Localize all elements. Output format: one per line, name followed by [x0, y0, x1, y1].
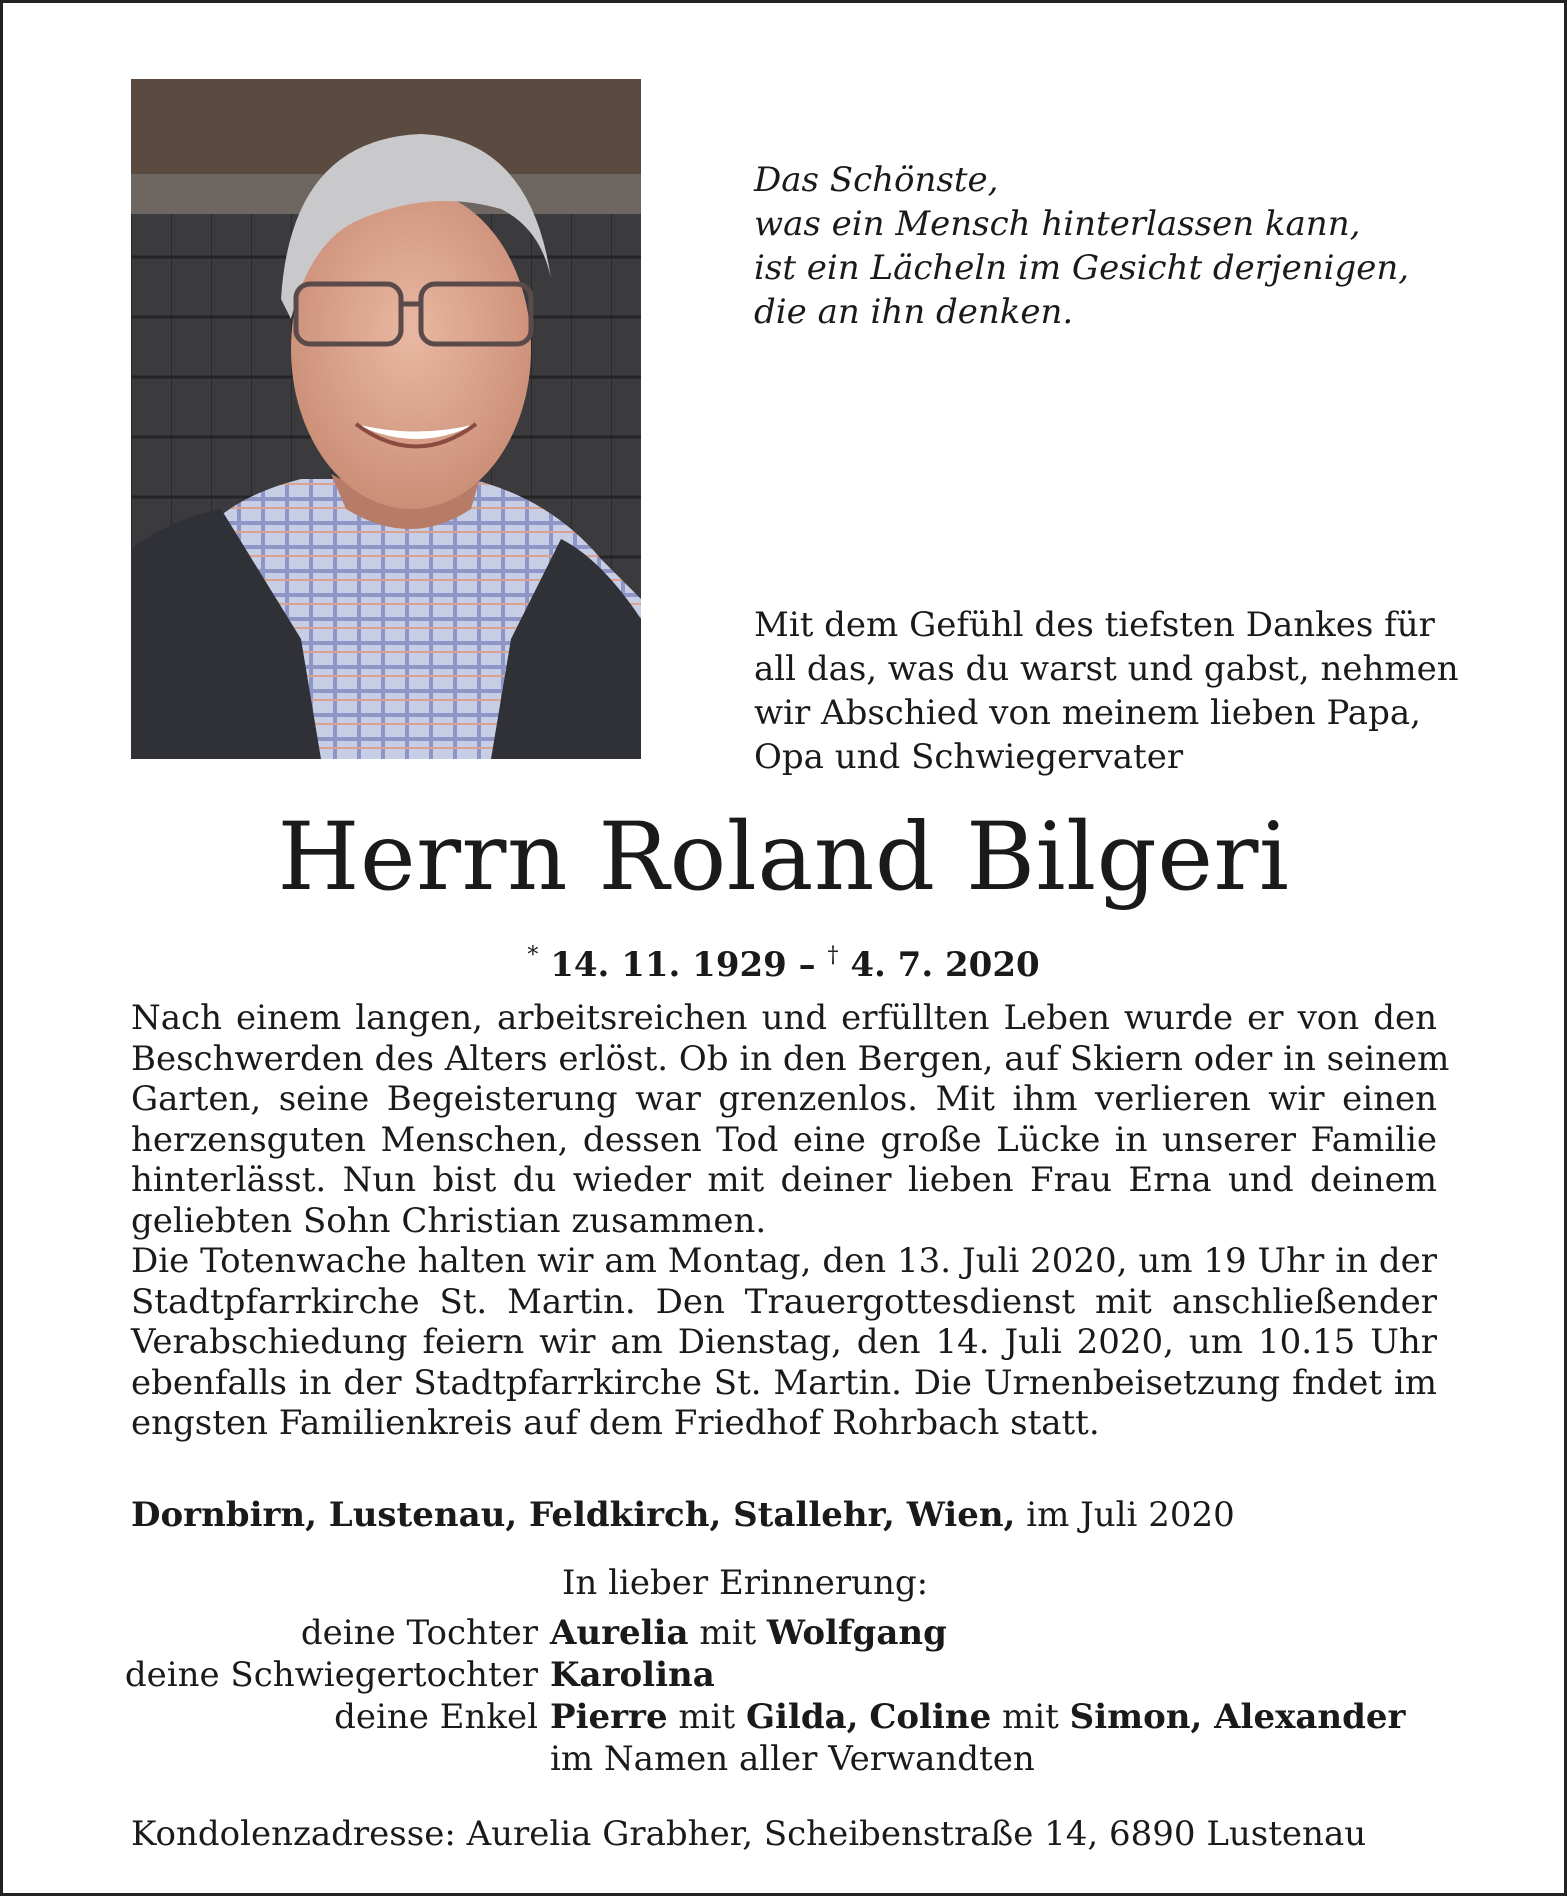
person-name: Gilda, — [745, 1697, 859, 1737]
body-line: Nach einem langen, arbeitsreichen und erfüllten Leben wurde er von den — [131, 998, 1437, 1038]
signature-row — [0, 1738, 1567, 1780]
date-separator: – — [786, 945, 828, 985]
connector: mit — [688, 1613, 767, 1653]
month-year: im Juli 2020 — [1015, 1495, 1235, 1535]
role-label: deine Schwiegertochter — [124, 1655, 538, 1695]
intro-line: wir Abschied von meinem lieben Papa, — [754, 693, 1421, 733]
quote-line: ist ein Lächeln im Gesicht derjenigen, — [754, 248, 1410, 288]
body-line: geliebten Sohn Christian zusammen. — [131, 1200, 767, 1241]
body-line: Verabschiedung feiern wir am Dienstag, den 14. Juli 2020, um 10.15 Uhr — [131, 1322, 1437, 1362]
memorial-quote — [754, 158, 1474, 334]
birth-symbol: * — [527, 943, 539, 968]
body-line: herzensguten Menschen, dessen Tod eine große Lücke in unserer Familie — [131, 1119, 1437, 1160]
memory-heading: In lieber Erinnerung: — [562, 1563, 929, 1603]
role-label: deine Enkel — [334, 1697, 538, 1737]
signature-names — [550, 1612, 1567, 1654]
birth-date: 14. 11. 1929 — [550, 945, 787, 985]
places-list: Dornbirn, Lustenau, Feldkirch, Stallehr, Wien, — [131, 1495, 1016, 1535]
signature-row — [0, 1696, 1567, 1738]
person-name: Wolfgang — [766, 1613, 947, 1653]
portrait-photo — [131, 79, 641, 759]
person-name: Pierre — [550, 1697, 668, 1737]
places-and-date — [131, 1493, 1235, 1537]
signature-names — [550, 1696, 1567, 1738]
body-line: engsten Familienkreis auf dem Friedhof Rohrbach statt. — [131, 1403, 1100, 1443]
intro-line: all das, was du warst und gabst, nehmen — [754, 649, 1459, 689]
condolence-address: Kondolenzadresse: Aurelia Grabher, Scheibenstraße 14, 6890 Lustenau — [131, 1814, 1367, 1854]
person-name: Karolina — [550, 1655, 715, 1695]
connector: mit — [667, 1697, 746, 1737]
relatives-line: im Namen aller Verwandten — [550, 1739, 1035, 1779]
signatures — [0, 1612, 1567, 1780]
person-name: Aurelia — [550, 1613, 689, 1653]
connector: mit — [991, 1697, 1070, 1737]
role-label: deine Tochter — [300, 1613, 538, 1653]
quote-line: die an ihn denken. — [754, 292, 1074, 332]
intro-line: Opa und Schwiegervater — [754, 737, 1184, 777]
body-line: ebenfalls in der Stadtpfarrkirche St. Martin. Die Urnenbeisetzung fndet im — [131, 1362, 1437, 1403]
intro-line: Mit dem Gefühl des tiefsten Dankes für — [754, 605, 1435, 645]
death-symbol: † — [827, 943, 839, 968]
deceased-name: Herrn Roland Bilgeri — [277, 803, 1290, 912]
quote-line: was ein Mensch hinterlassen kann, — [754, 204, 1361, 244]
role-label — [0, 1738, 550, 1780]
obituary-body — [131, 998, 1450, 1444]
body-line: Die Totenwache halten wir am Montag, den 13. Juli 2020, um 19 Uhr in der — [131, 1241, 1437, 1281]
body-line: hinterlässt. Nun bist du wieder mit deiner lieben Frau Erna und deinem — [131, 1160, 1437, 1200]
signature-names — [550, 1654, 1567, 1696]
signature-row — [0, 1612, 1567, 1654]
body-line: Stadtpfarrkirche St. Martin. Den Trauergottesdienst mit anschließender — [131, 1281, 1437, 1322]
body-line: Beschwerden des Alters erlöst. Ob in den Bergen, auf Skiern oder in seinem — [131, 1038, 1450, 1079]
person-name: Coline — [869, 1697, 992, 1737]
death-date: 4. 7. 2020 — [850, 945, 1040, 985]
farewell-intro — [754, 603, 1474, 779]
quote-line: Das Schönste, — [754, 160, 999, 200]
signature-row — [0, 1654, 1567, 1696]
body-line: Garten, seine Begeisterung war grenzenlos. Mit ihm verlieren wir einen — [131, 1079, 1437, 1119]
life-dates — [0, 934, 1567, 987]
person-name: Simon, Alexander — [1069, 1697, 1406, 1737]
